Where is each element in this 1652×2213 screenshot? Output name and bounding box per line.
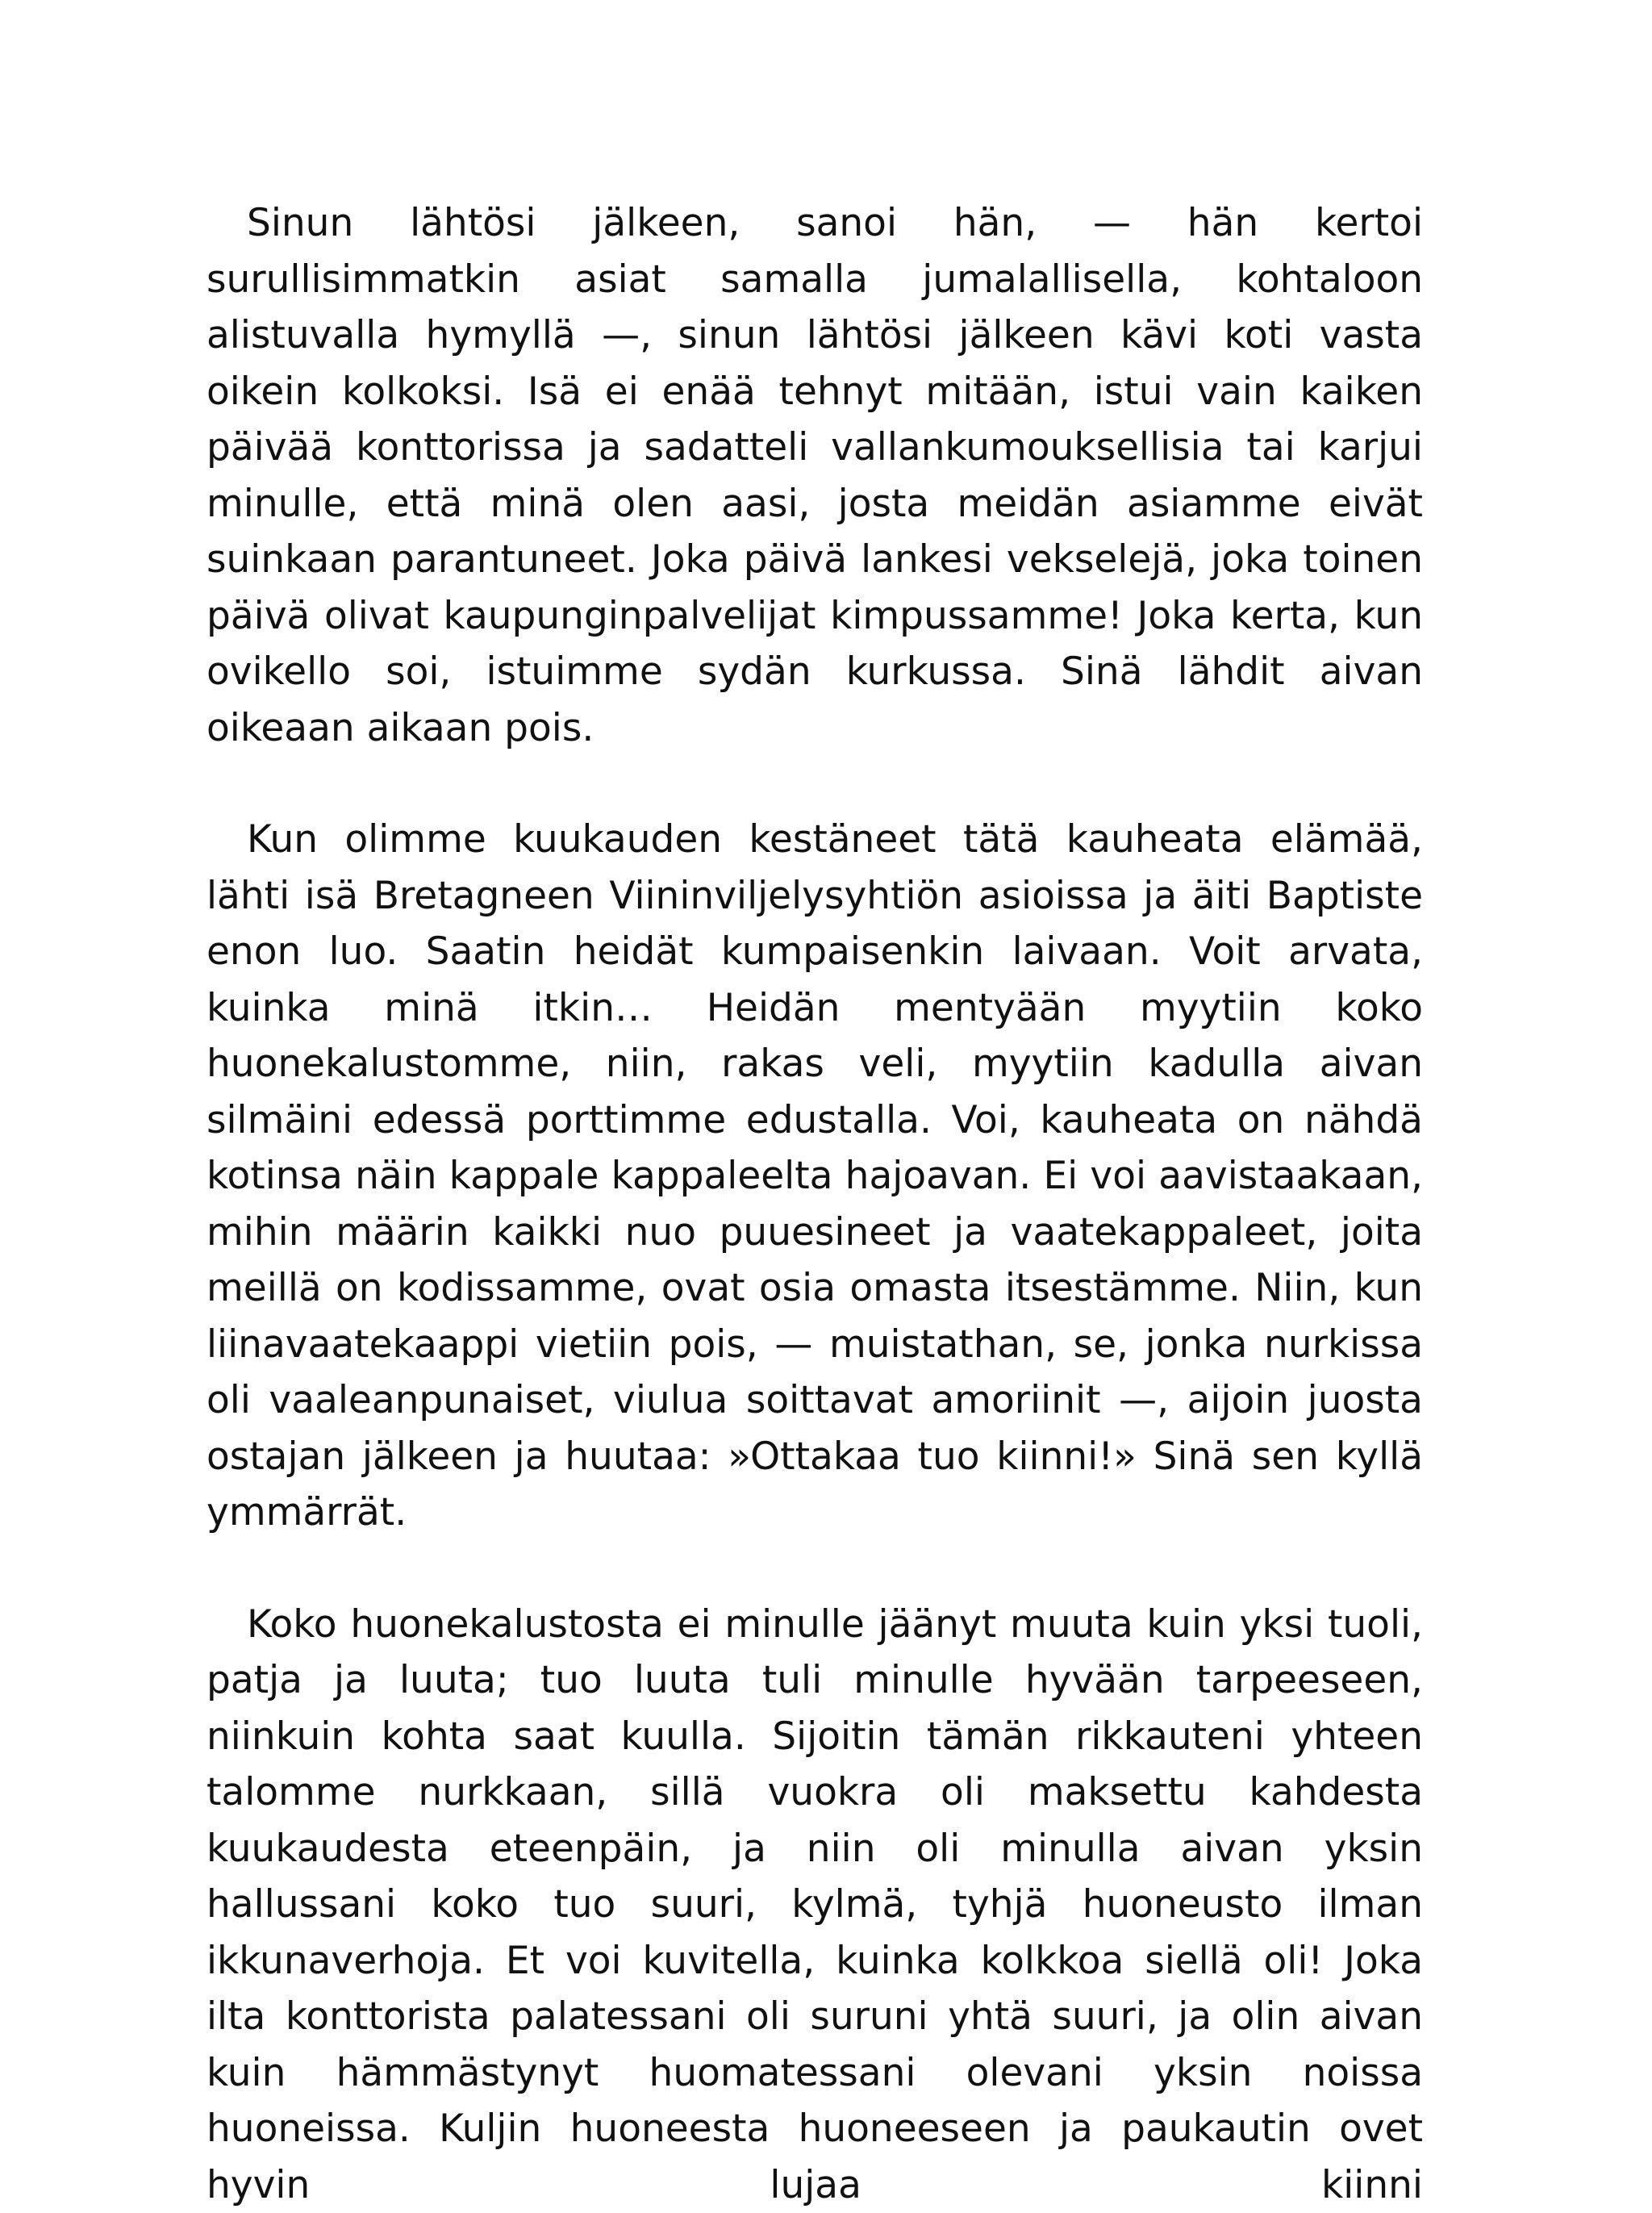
paragraph-3: Koko huonekalustosta ei minulle jäänyt muuta kuin yksi tuoli, patja ja luuta; tuo luuta tuli minulle hyvään tarpeeseen, niinkuin kohta saat kuulla. Sijoitin tämän rikkauteni yhteen talomme nurkkaan, sillä vuokra oli maksettu kahdesta kuukaudesta eteenpäin, ja niin oli minulla aivan yksin hallussani koko tuo suuri, kylmä, tyhjä huoneusto ilman ikkunaverhoja. Et voi kuvitella, kuinka kolkkoa siellä oli! Joka ilta konttorista palatessani oli suruni yhtä suuri, ja olin aivan kuin hämmästynyt huomatessani olevani yksin noissa huoneissa. Kuljin huoneesta huoneeseen ja paukautin ovet hyvin lujaa kiinni <box>206 1597 1423 2213</box>
paragraph-1: Sinun lähtösi jälkeen, sanoi hän, — hän kertoi surullisimmatkin asiat samalla jumalallisella, kohtaloon alistuvalla hymyllä —, sinun lähtösi jälkeen kävi koti vasta oikein kolkoksi. Isä ei enää tehnyt mitään, istui vain kaiken päivää konttorissa ja sadatteli vallankumouksellisia tai karjui minulle, että minä olen aasi, josta meidän asiamme eivät suinkaan parantuneet. Joka päivä lankesi vekselejä, joka toinen päivä olivat kaupunginpalvelijat kimpussamme! Joka kerta, kun ovikello soi, istuimme sydän kurkussa. Sinä lähdit aivan oikeaan aikaan pois. <box>206 195 1423 756</box>
body-text <box>206 195 1423 2213</box>
paragraph-2: Kun olimme kuukauden kestäneet tätä kauheata elämää, lähti isä Bretagneen Viininviljelysyhtiön asioissa ja äiti Baptiste enon luo. Saatin heidät kumpaisenkin laivaan. Voit arvata, kuinka minä itkin… Heidän mentyään myytiin koko huonekalustomme, niin, rakas veli, myytiin kadulla aivan silmäini edessä porttimme edustalla. Voi, kauheata on nähdä kotinsa näin kappale kappaleelta hajoavan. Ei voi aavistaakaan, mihin määrin kaikki nuo puuesineet ja vaatekappaleet, joita meillä on kodissamme, ovat osia omasta itsestämme. Niin, kun liinavaatekaappi vietiin pois, — muistathan, se, jonka nurkissa oli vaaleanpunaiset, viulua soittavat amoriinit —, aijoin juosta ostajan jälkeen ja huutaa: »Ottakaa tuo kiinni!» Sinä sen kyllä ymmärrät. <box>206 812 1423 1541</box>
